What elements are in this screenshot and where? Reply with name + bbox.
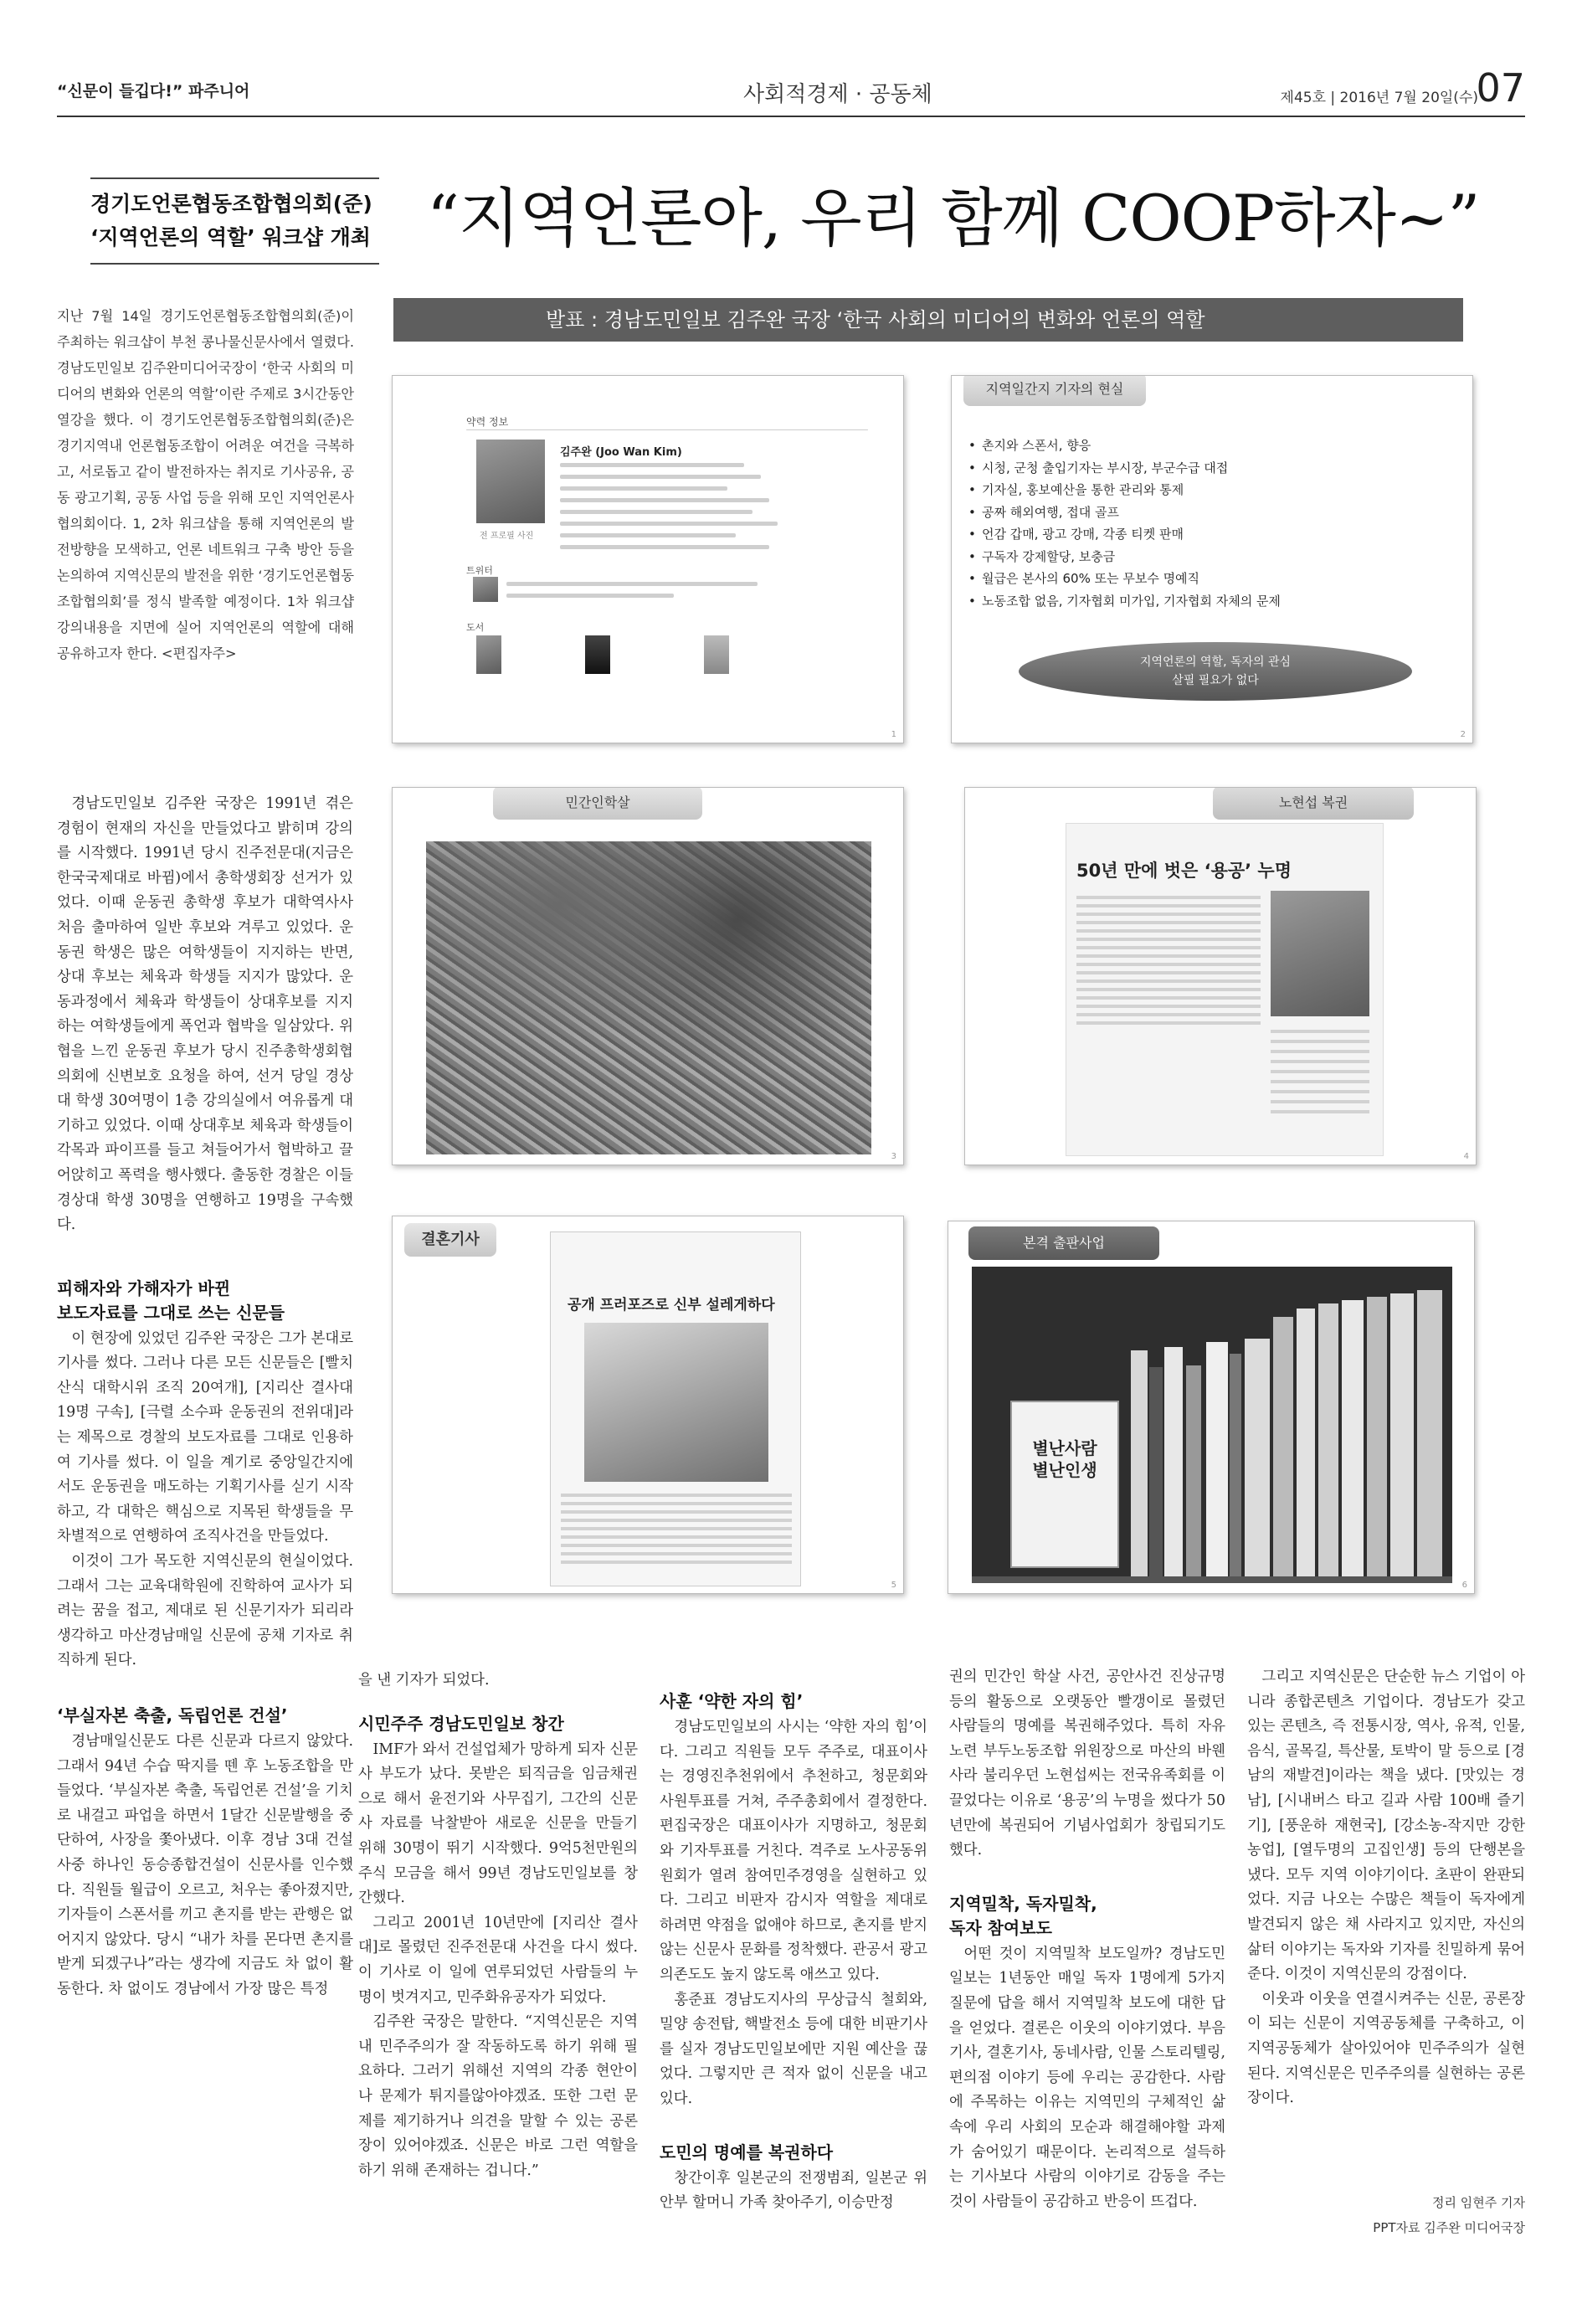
slide-tab: 민간인학살: [493, 787, 702, 820]
subheading: 사훈 ‘약한 자의 힘’: [660, 1691, 804, 1711]
paragraph: 어떤 것이 지역밀착 보도일까? 경남도민일보는 1년동안 매일 독자 1명에게 5가지 질문에 답을 해서 지역밀착 보도에 대한 답을 얻었다. 결론은 이웃의 이야기였다. 부음기사, 결혼기사, 동네사람, 인물 스토리텔링, 편의점 이야기 등에 우리는 공감한다. 사람에 주목하는 이유는 지역민의 구체적인 삶속에 우리 사회의 모순과 해결해야할 과제가 숨어있기 때문이다. 논리적으로 설득하는 기사보다 사람의 이야기로 감동을 주는 것이 사람들이 공감하고 반응이 뜨겁다.: [949, 1945, 1225, 2210]
subheading-line: 지역밀착, 독자밀착,: [949, 1893, 1097, 1914]
paragraph: 경남도민일보 김주완 국장은 1991년 겪은 경험이 현재의 자신을 만들었다고 밝히며 강의를 시작했다. 1991년 당시 진주전문대(지금은 한국국제대로 바뀜)에서 총학생회장 선거가 있었다. 이때 운동권 총학생 후보가 대학역사사 처음 출마하여 일반 후보와 겨루고 있었다. 운동권 학생은 많은 여학생들이 지지하는 반면, 상대 후보는 체육과 학생들 지지가 많았다. 운동과정에서 체육과 학생들이 상대후보를 지지하는 여학생들에게 폭언과 협박을 일삼았다. 위협을 느낀 운동권 후보가 당시 진주총학생회협의회에 신변보호 요청을 하여, 선거 당일 경상대 학생 30여명이 1층 강의실에서 여유롭게 대기하고 있었다. 이때 상대후보 체육과 학생들이 각목과 파이프를 들고 쳐들어가서 협박하고 끌어앉히고 폭력을 행사했다. 출동한 경찰은 이들 경상대 학생 30명을 연행하고 19명을 구속했다.: [57, 795, 353, 1234]
presenter-bar: 발표 : 경남도민일보 김주완 국장 ‘한국 사회의 미디어의 변화와 언론의 역할: [393, 298, 1463, 342]
newspaper-clipping: [550, 1231, 801, 1586]
paragraph: 창간이후 일본군의 전쟁범죄, 일본군 위안부 할머니 가족 찾아주기, 이승만정: [660, 2169, 927, 2212]
list-item: • 기자실, 홍보예산을 통한 관리와 통제: [965, 479, 1467, 501]
ppt-credit: PPT자료 김주완 미디어국장: [1373, 2220, 1525, 2235]
paragraph: IMF가 와서 건설업체가 망하게 되자 신문사 부도가 났다. 못받은 퇴직금을 임금채권으로 해서 윤전기와 사무집기, 그간의 신문사 자료를 낙찰받아 새로운 신문을 만들기 위해 30명이 뛰기 시작했다. 9억5천만원의 주식 모금을 해서 99년 경남도민일보를 창간했다.: [358, 1740, 638, 1907]
list-item: • 시청, 군청 출입기자는 부시장, 부군수급 대접: [965, 457, 1467, 480]
issue-date: 제45호 | 2016년 7월 20일(수): [1280, 90, 1478, 106]
excavation-photo: [426, 841, 871, 1154]
slide-tab-label: 본격 출판사업: [1023, 1235, 1105, 1251]
profile-section-label: 약력 정보: [466, 416, 509, 428]
twitter-avatar: [473, 577, 498, 602]
paragraph: 을 낸 기자가 되었다.: [358, 1672, 490, 1689]
profile-photo-caption: 전 프로필 사진: [480, 532, 534, 541]
wedding-photo: [584, 1323, 768, 1482]
list-item: • 공짜 해외여행, 접대 골프: [965, 501, 1467, 524]
section-title: 사회적경제 · 공동체: [743, 82, 932, 107]
clipping-headline: 공개 프러포즈로 신부 설레게하다: [568, 1297, 775, 1314]
kicker-line-1: 경기도언론협동조합협의회(준): [90, 192, 372, 216]
subheading: 도민의 명예를 복권하다: [660, 2141, 834, 2162]
page-number: 07: [1476, 65, 1525, 111]
subheading: ‘부실자본 축출, 독립언론 건설’: [57, 1705, 288, 1725]
kicker-line-2: ‘지역언론의 역할’ 워크샵 개최: [90, 225, 371, 249]
reality-list: [965, 434, 1467, 612]
slide-publishing-business: 본격 출판사업 별난사람 별난인생 6: [948, 1221, 1475, 1594]
paragraph: 권의 민간인 학살 사건, 공안사건 진상규명 등의 활동으로 오랫동안 빨갱이로 몰렸던 사람들의 명예를 복권해주었다. 특히 자유노련 부두노동조합 위원장으로 마산의 바웬사라 불리우던 노현섭씨는 전국유족회를 이끌었다는 이유로 ‘용공’의 누명을 썼다가 50년만에 복권되어 기념사업회가 창립되기도 했다.: [949, 1668, 1225, 1859]
paragraph: 김주완 국장은 말한다. “지역신문은 지역내 민주주의가 잘 작동하도록 하기 위해 필요하다. 그러기 위해선 지역의 각종 현안이나 문제가 튀지를않아야겠죠. 또한 그런 문제를 제기하거나 의견을 말할 수 있는 공론장이 있어야겠죠. 신문은 바로 그런 역할을 하기 위해 존재하는 겁니다.”: [358, 2013, 638, 2179]
slide-tab: 결혼기사: [404, 1223, 496, 1257]
article-column-2: [353, 1668, 638, 2183]
featured-book: [1010, 1401, 1119, 1568]
newspaper-clipping: [1066, 823, 1384, 1156]
books-label: 도서: [466, 622, 485, 633]
slide-civilian-massacre: 민간인학살 3: [392, 787, 904, 1165]
article-column-3: [660, 1689, 927, 2216]
kicker-box: [90, 177, 379, 265]
list-item: • 월급은 본사의 60% 또는 무보수 명예직: [965, 568, 1467, 590]
slide-tab: 노현섭 복권: [1213, 787, 1414, 820]
subheading: 시민주주 경남도민일보 창간: [358, 1713, 564, 1734]
ellipse-line: 지역언론의 역할, 독자의 관심: [1139, 656, 1292, 669]
credits: [1247, 2190, 1525, 2240]
subheading: [57, 1277, 353, 1325]
subheading-line: 피해자와 가해자가 바뀐: [57, 1278, 231, 1298]
article-column-4: [949, 1665, 1225, 2214]
slide-tab: [968, 1226, 1159, 1260]
book-thumb: [585, 635, 610, 674]
subheading-line: 보도자료를 그대로 쓰는 신문들: [57, 1302, 285, 1323]
article-column-1: [57, 792, 353, 2003]
paragraph: 그리고 지역신문은 단순한 뉴스 기업이 아니라 종합콘텐츠 기업이다. 경남도가 갖고 있는 콘텐츠, 즉 전통시장, 역사, 유적, 인물, 음식, 골목길, 특산물, 토박이 말 등으로 [경남의 재발견]이라는 책을 냈다. [맛있는 경남], [시내버스 타고 길과 사람 100배 즐기기], [풍운하 재현국], [강소농-작지만 강한 농업], [열두명의 고집인생] 등의 단행본을 냈다. 모두 지역 이야기이다. 초판이 완판되었다. 지금 나오는 수많은 책들이 독자에게 발견되지 않은 채 사라지고 있지만, 자신의 삶터 이야기는 독자와 기자를 친밀하게 묶어준다. 이것이 지역신문의 강점이다.: [1247, 1668, 1525, 1983]
clipping-portrait: [1271, 891, 1369, 1016]
profile-name: 김주완 (Joo Wan Kim): [560, 446, 682, 459]
twitter-label: 트위터: [466, 565, 493, 576]
paragraph: 경남도민일보의 사시는 ‘약한 자의 힘’이다. 그리고 직원들 모두 주주로, 대표이사는 경영진추천위에서 추천하고, 청문회와 사원투표를 거쳐, 주주총회에서 결정한다. 편집국장은 대표이사가 지명하고, 청문회와 기자투표를 거친다. 격주로 노사공동위원회가 열려 참여민주경영을 실현하고 있다. 그리고 비판자 감시자 역할을 제대로 하려면 약점을 없애야 하므로, 촌지를 받지 않는 신문사 문화를 정착했다. 관공서 광고 의존도도 높지 않도록 애쓰고 있다.: [660, 1719, 927, 1983]
book-thumb: [476, 635, 501, 674]
bookshelf-photo: [972, 1267, 1452, 1583]
paragraph: 이것이 그가 목도한 지역신문의 현실이었다. 그래서 그는 교육대학원에 진학하여 교사가 되려는 꿈을 접고, 제대로 된 신문기자가 되리라 생각하고 마산경남매일 신문에 공채 기자로 취직하게 된다.: [57, 1553, 353, 1669]
reporter-credit: 정리 임현주 기자: [1432, 2195, 1525, 2210]
paragraph: 경남매일신문도 다른 신문과 다르지 않았다. 그래서 94년 수습 딱지를 뗀 후 노동조합을 만들었다. ‘부실자본 축출, 독립언론 건설’을 기치로 내걸고 파업을 하면서 1달간 신문발행을 중단하여, 사장을 쫓아냈다. 이후 경남 3대 건설사중 하나인 동승종합건설이 신문사를 인수했다. 직원들 월급이 오르고, 처우는 좋아졌지만, 기자들이 스폰서를 끼고 촌지를 받는 관행은 없어지지 않았다. 당시 “내가 차를 몬다면 촌지를 받게 되겠구나”라는 생각에 지금도 차 없이 활동한다. 차 없이도 경남에서 가장 많은 특정: [57, 1733, 353, 1998]
slide-local-reporter-reality: 지역일간지 기자의 현실 • 촌지와 스폰서, 향응 • 시청, 군청 출입기자는 부시장, 부군수급 대접 • 기자실, 홍보예산을 통한 관리와 통제 • 공짜 해외여행, 접대 골프 • 언감 갑매, 광고 강매, 각종 티켓 판매 • 구독자 강제할당, 보충금 • 월급은 본사의 60% 또는 무보수 명예직 • 노동조합 없음, 기자협회 미가입, 기자협회 자체의 문제 지역언론의 역할, 독자의 관심 살필 필요가 없다 2: [951, 375, 1473, 743]
list-item: • 노동조합 없음, 기자협회 미가입, 기자협회 자체의 문제: [965, 590, 1467, 613]
subheading-line: 독자 참여보도: [949, 1917, 1052, 1938]
ellipse-line: 살필 필요가 없다: [1172, 674, 1259, 687]
profile-photo: [476, 440, 545, 523]
list-item: • 언감 갑매, 광고 강매, 각종 티켓 판매: [965, 523, 1467, 546]
list-item: • 촌지와 스폰서, 향응: [965, 434, 1467, 457]
page-header: [57, 65, 1525, 117]
summary-ellipse: [1019, 642, 1412, 701]
paragraph: 그리고 2001년 10년만에 [지리산 결사대]로 몰렸던 진주전문대 사건을 다시 썼다. 이 기사로 이 일에 연루되었던 사람들의 누명이 벗겨지고, 민주화유공자가 되었다.: [358, 1914, 638, 2006]
masthead-logo: “신문이 들깁다!” 파주니어: [57, 82, 250, 100]
headline: “지역언론아, 우리 함께 COOP하자~”: [427, 181, 1480, 255]
slide-profile: 약력 정보 전 프로필 사진 김주완 (Joo Wan Kim) 트위터 도서 1: [392, 375, 904, 743]
slide-wedding-article: 결혼기사 공개 프러포즈로 신부 설레게하다 5: [392, 1216, 904, 1594]
paragraph: 이웃과 이웃을 연결시켜주는 신문, 공론장이 되는 신문이 지역공동체를 구축하고, 이 지역공동체가 살아있어야 민주주의가 실현된다. 지역신문은 민주주의를 실현하는 공론장이다.: [1247, 1990, 1525, 2107]
book-thumb: [704, 635, 729, 674]
list-item: • 구독자 강제할당, 보충금: [965, 546, 1467, 568]
article-column-5: [1247, 1665, 1525, 2111]
paragraph: 이 현장에 있었던 김주완 국장은 그가 본대로 기사를 썼다. 그러나 다른 모든 신문들은 [빨치산식 대학시위 조직 20여개], [지리산 결사대 19명 구속], [극렬 소수파 운동권의 전위대]라는 제목으로 경찰의 보도자료를 그대로 인용하여 기사를 썼다. 이 일을 계기로 중앙일간지에서도 운동권을 매도하는 기획기사를 싣기 시작하고, 각 대학은 핵심으로 지목된 학생들을 무차별적으로 연행하여 조직사건을 만들었다.: [57, 1329, 353, 1545]
slide-no-hyeonseop-restoration: 노현섭 복권 50년 만에 벗은 ‘용공’ 누명 4: [964, 787, 1477, 1165]
paragraph: 홍준표 경남도지사의 무상급식 철회와, 밀양 송전탑, 핵발전소 등에 대한 비판기사를 실자 경남도민일보에만 지원 예산을 끊었다. 그렇지만 큰 적자 없이 신문을 내고 있다.: [660, 1991, 927, 2107]
clipping-headline: 50년 만에 벗은 ‘용공’ 누명: [1076, 861, 1292, 881]
subheading: [949, 1892, 1225, 1941]
lead-paragraph: 지난 7월 14일 경기도언론협동조합협의회(준)이 주최하는 워크샵이 부천 콩나물신문사에서 열렸다. 경남도민일보 김주완미디어국장이 ‘한국 사회의 미디어의 변화와 언론의 역할’이란 주제로 3시간동안 열강을 했다. 이 경기도언론협동조합협의회(준)은 경기지역내 언론협동조합이 어려운 여건을 극복하고, 서로돕고 같이 발전하자는 취지로 기사공유, 공동 광고기획, 공동 사업 등을 위해 모인 지역언론사 협의회이다. 1, 2차 워크샵을 통해 지역언론의 발전방향을 모색하고, 언론 네트워크 구축 방안 등을 논의하여 지역신문의 발전을 위한 ‘경기도언론협동조합협의회’를 정식 발족할 예정이다. 1차 워크샵 강의내용을 지면에 실어 지역언론의 역할에 대해 공유하고자 한다. <편집자주>: [57, 308, 354, 661]
slide-tab: 지역일간지 기자의 현실: [963, 375, 1146, 406]
book-title: 별난사람: [1032, 1438, 1097, 1458]
book-title: 별난인생: [1032, 1460, 1097, 1480]
